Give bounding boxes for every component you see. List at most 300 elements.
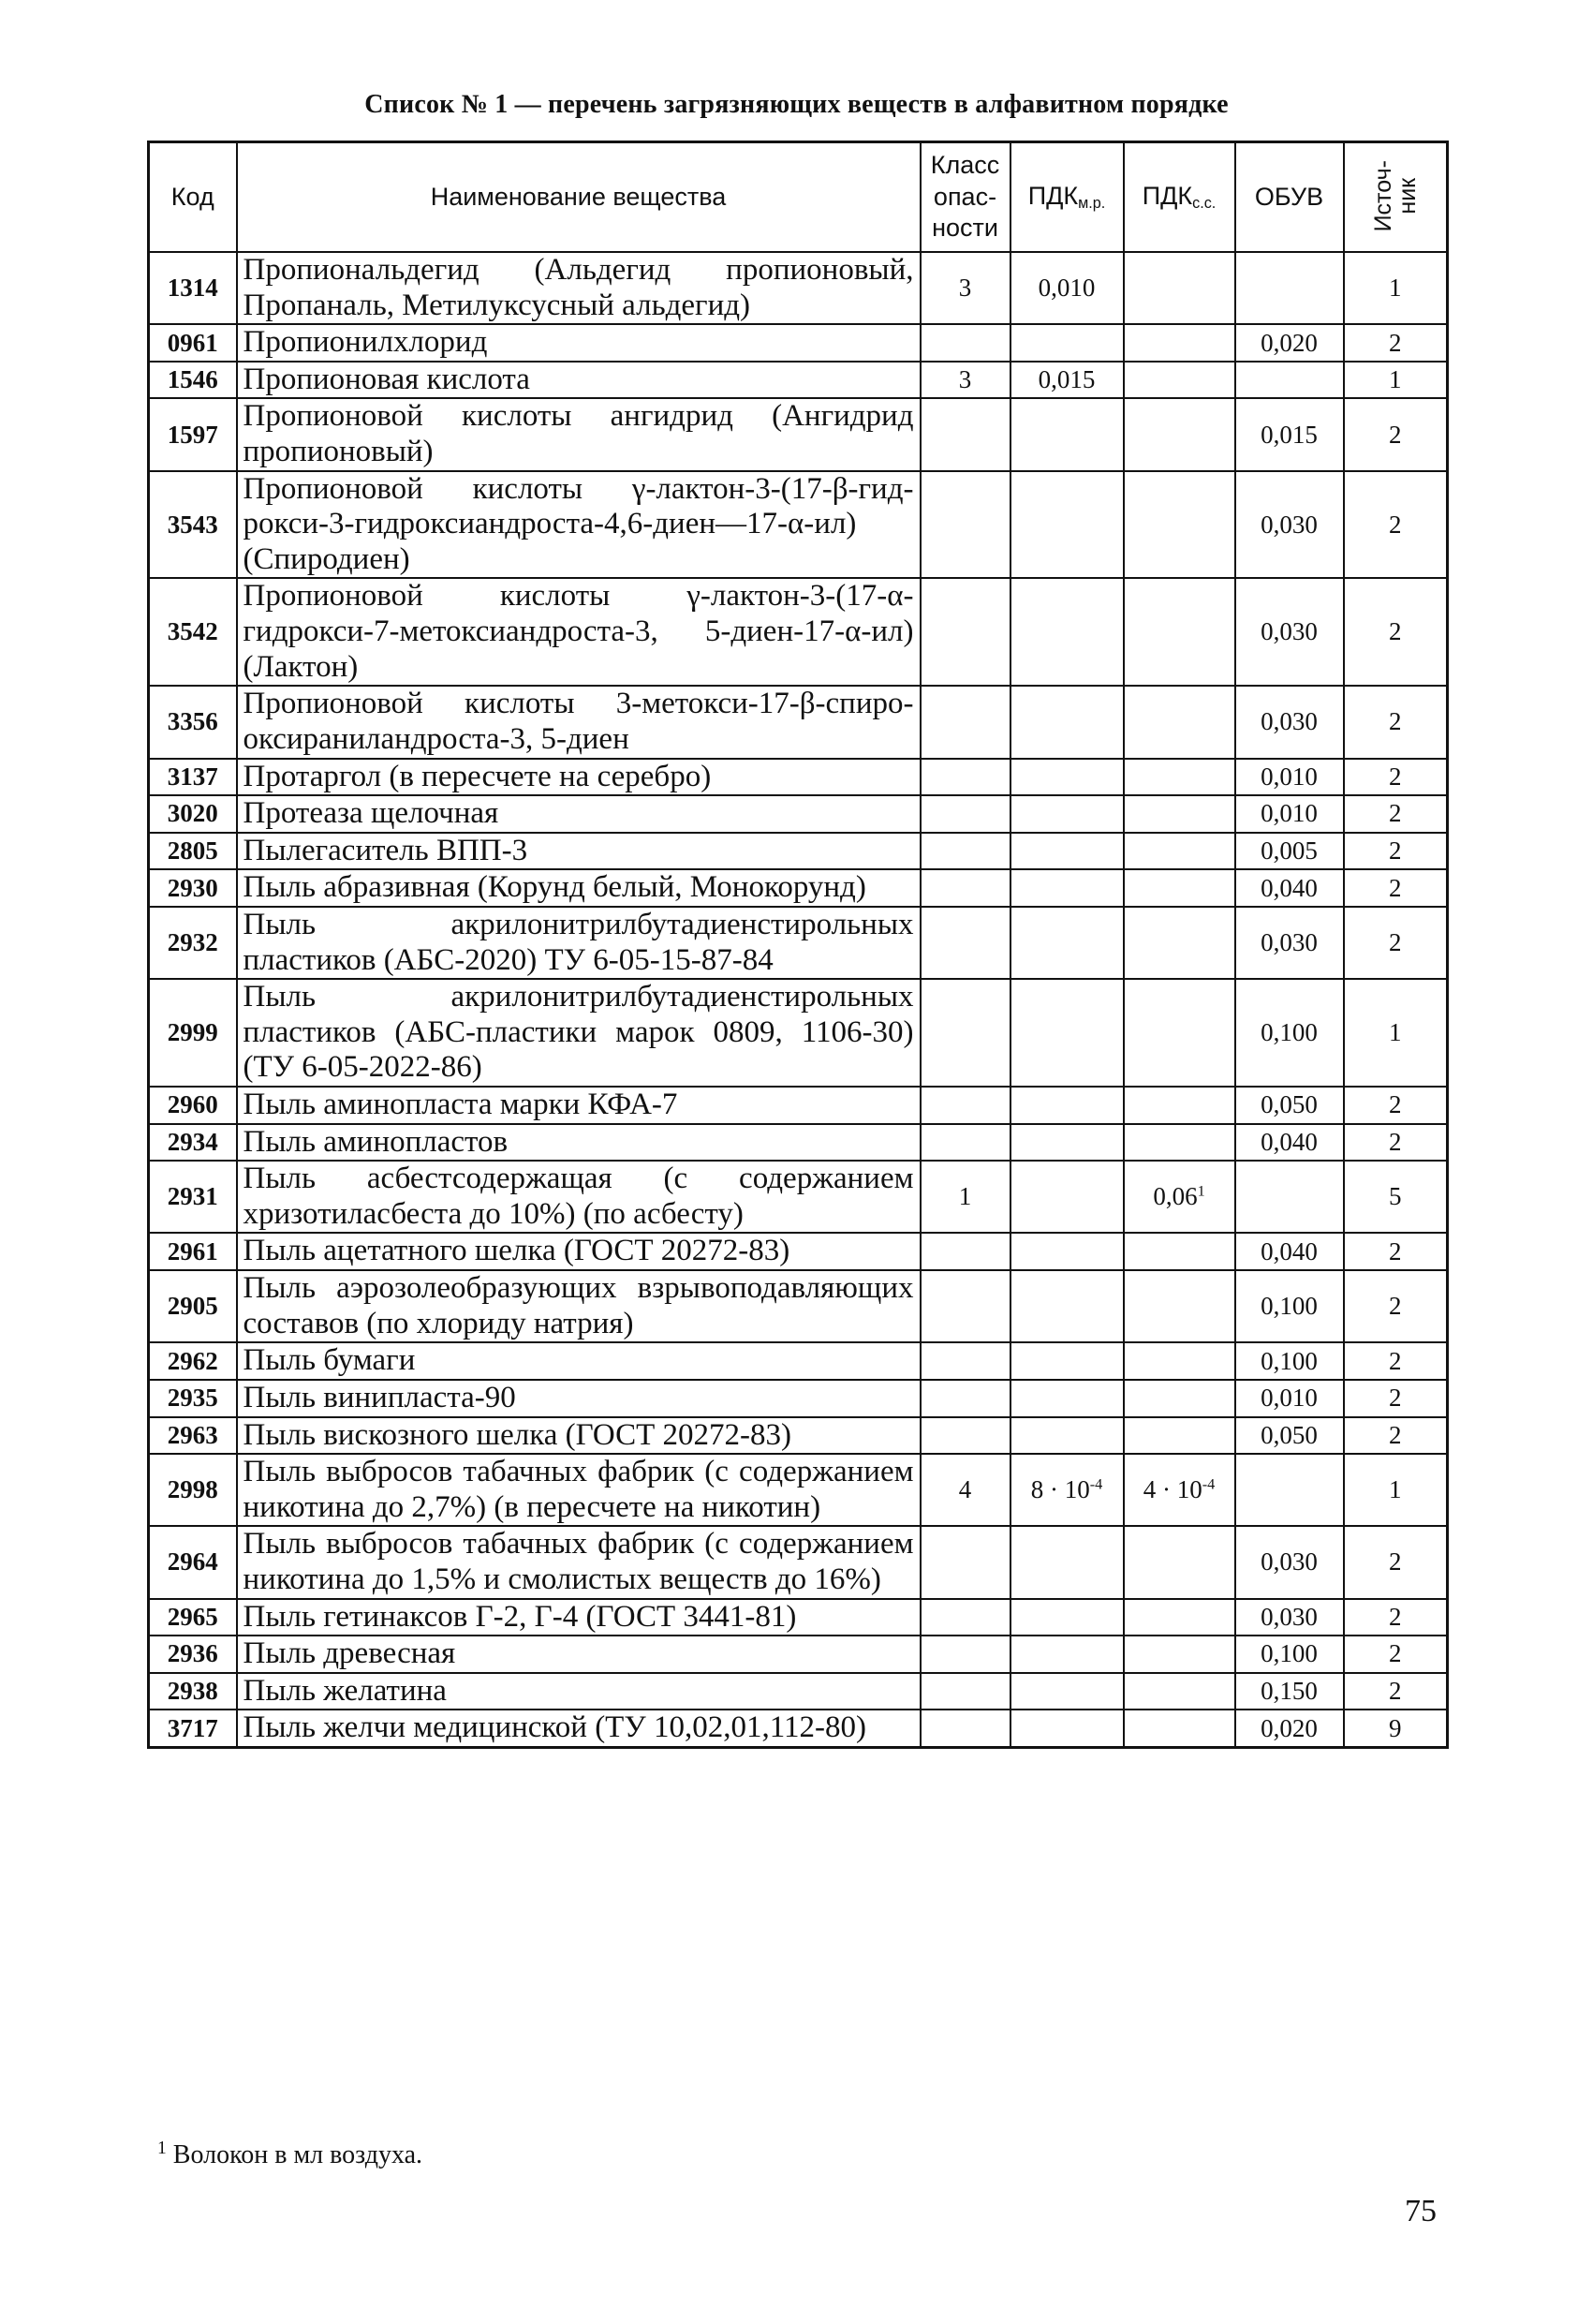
- cell-name-value: Пыль аэрозолеобразующих взрывоподавляющих составов (по хлориду натрия): [243, 1271, 914, 1340]
- table-row: [149, 362, 1448, 399]
- cell-code: [149, 869, 237, 907]
- cell-source-value: 2: [1389, 928, 1402, 957]
- table-row: [149, 1417, 1448, 1455]
- cell-code: [149, 1599, 237, 1636]
- cell-obuv: [1235, 1380, 1344, 1417]
- cell-code-value: 2932: [167, 928, 218, 957]
- cell-pdk-ss: [1124, 833, 1235, 870]
- cell-source-value: 1: [1389, 274, 1402, 303]
- cell-obuv-value: 0,100: [1261, 1639, 1318, 1668]
- cell-class: [921, 362, 1010, 399]
- header-obuv: ОБУВ: [1235, 142, 1344, 253]
- table-row: [149, 869, 1448, 907]
- page-number: 75: [1405, 2194, 1437, 2228]
- table-row: [149, 686, 1448, 758]
- cell-class: [921, 578, 1010, 686]
- table-row: [149, 1454, 1448, 1526]
- cell-class-value: 3: [958, 274, 972, 303]
- page-title: Список № 1 — перечень загрязняющих веществ в алфавитном порядке: [364, 90, 1229, 119]
- table-row: [149, 1087, 1448, 1124]
- cell-pdk-ss: [1124, 759, 1235, 796]
- cell-pdk-mr-value: 0,015: [1038, 365, 1096, 394]
- cell-code: [149, 1270, 237, 1342]
- cell-code-value: 2936: [167, 1639, 218, 1668]
- cell-obuv-value: 0,030: [1261, 510, 1318, 539]
- cell-source-value: 2: [1389, 510, 1402, 539]
- cell-class: [921, 795, 1010, 833]
- table-row: [149, 1636, 1448, 1673]
- cell-code-value: 2905: [167, 1292, 218, 1321]
- cell-class: [921, 979, 1010, 1087]
- cell-source-value: 2: [1389, 420, 1402, 449]
- cell-source: [1344, 1710, 1448, 1747]
- cell-class: [921, 324, 1010, 362]
- cell-class: [921, 759, 1010, 796]
- cell-name: [237, 1342, 921, 1380]
- cell-code: [149, 252, 237, 324]
- cell-code: [149, 1124, 237, 1162]
- cell-code: [149, 1673, 237, 1710]
- cell-obuv: [1235, 686, 1344, 758]
- table-row: [149, 1599, 1448, 1636]
- cell-source: [1344, 1233, 1448, 1270]
- cell-obuv: [1235, 759, 1344, 796]
- cell-source: [1344, 1380, 1448, 1417]
- cell-code: [149, 795, 237, 833]
- cell-class-value: 1: [958, 1182, 972, 1211]
- cell-name: [237, 362, 921, 399]
- cell-source: [1344, 833, 1448, 870]
- cell-obuv: [1235, 1599, 1344, 1636]
- cell-source-value: 5: [1389, 1182, 1402, 1211]
- cell-class: [921, 252, 1010, 324]
- cell-code: [149, 1380, 237, 1417]
- cell-pdk-ss: [1124, 362, 1235, 399]
- footnote-text: Волокон в мл воздуха.: [172, 2139, 423, 2169]
- cell-source: [1344, 1270, 1448, 1342]
- cell-pdk-ss: [1124, 1270, 1235, 1342]
- cell-class: [921, 1342, 1010, 1380]
- cell-pdk-ss: [1124, 686, 1235, 758]
- cell-class: [921, 1124, 1010, 1162]
- cell-name-value: Пропионовая кислота: [243, 362, 530, 396]
- cell-code-value: 2998: [167, 1475, 218, 1504]
- cell-name: [237, 795, 921, 833]
- cell-source: [1344, 686, 1448, 758]
- cell-obuv-value: 0,010: [1261, 799, 1318, 828]
- cell-pdk-ss: [1124, 1417, 1235, 1455]
- cell-obuv-value: 0,015: [1261, 420, 1318, 449]
- cell-name: [237, 759, 921, 796]
- cell-code: [149, 1342, 237, 1380]
- cell-obuv: [1235, 578, 1344, 686]
- cell-pdk-mr: [1010, 252, 1124, 324]
- cell-name-value: Пыль желчи медицинской (ТУ 10,02,01,112-80): [243, 1710, 866, 1745]
- cell-source: [1344, 1342, 1448, 1380]
- cell-source-value: 2: [1389, 1236, 1402, 1266]
- cell-code-value: 3542: [167, 617, 218, 646]
- cell-name-value: Пыль винипласта-90: [243, 1380, 516, 1414]
- cell-class: [921, 1087, 1010, 1124]
- header-pdk-mr: [1010, 142, 1124, 253]
- cell-obuv: [1235, 1710, 1344, 1747]
- cell-source-value: 1: [1389, 1475, 1402, 1504]
- header-source: [1344, 142, 1448, 253]
- table-row: [149, 1161, 1448, 1233]
- cell-name: [237, 1454, 921, 1526]
- cell-code-value: 2961: [167, 1236, 218, 1266]
- cell-code: [149, 471, 237, 579]
- footnote: [157, 2139, 422, 2170]
- cell-pdk-mr: [1010, 1599, 1124, 1636]
- cell-pdk-mr-value: 0,010: [1038, 274, 1096, 303]
- cell-name-value: Пыль аминопластов: [243, 1124, 509, 1159]
- cell-code: [149, 324, 237, 362]
- cell-pdk-ss: [1124, 1454, 1235, 1526]
- cell-class: [921, 1161, 1010, 1233]
- cell-pdk-mr: [1010, 759, 1124, 796]
- cell-code-value: 1546: [167, 365, 218, 394]
- cell-code: [149, 759, 237, 796]
- cell-code-value: 0961: [167, 328, 218, 357]
- header-class-line-3: ности: [932, 214, 998, 243]
- cell-name: [237, 686, 921, 758]
- cell-source-value: 2: [1389, 707, 1402, 736]
- cell-obuv: [1235, 1233, 1344, 1270]
- cell-pdk-ss: [1124, 907, 1235, 979]
- cell-name-value: Пропиональдегид (Альдегид пропионовый, Пропаналь, Метилуксусный альдегид): [243, 253, 914, 322]
- cell-class: [921, 1636, 1010, 1673]
- cell-name-value: Пыль бумаги: [243, 1343, 416, 1378]
- cell-pdk-mr: [1010, 1526, 1124, 1598]
- cell-code: [149, 1087, 237, 1124]
- table-row: [149, 1673, 1448, 1710]
- cell-code: [149, 398, 237, 470]
- cell-obuv-value: 0,100: [1261, 1018, 1318, 1047]
- cell-obuv: [1235, 1417, 1344, 1455]
- cell-code: [149, 1454, 237, 1526]
- cell-source-value: 2: [1389, 1292, 1402, 1321]
- cell-name: [237, 578, 921, 686]
- cell-source-value: 2: [1389, 799, 1402, 828]
- cell-name: [237, 1417, 921, 1455]
- table-row: [149, 578, 1448, 686]
- table-row: [149, 1270, 1448, 1342]
- cell-code-value: 2960: [167, 1090, 218, 1119]
- cell-obuv: [1235, 1454, 1344, 1526]
- table-row: [149, 1124, 1448, 1162]
- cell-class: [921, 1673, 1010, 1710]
- cell-class: [921, 471, 1010, 579]
- cell-source-value: 2: [1389, 328, 1402, 357]
- cell-obuv: [1235, 471, 1344, 579]
- cell-obuv-value: 0,010: [1261, 762, 1318, 791]
- cell-source: [1344, 471, 1448, 579]
- header-name: Наименование вещества: [237, 142, 921, 253]
- table-row: [149, 1342, 1448, 1380]
- cell-code: [149, 1636, 237, 1673]
- cell-pdk-ss: [1124, 578, 1235, 686]
- cell-obuv: [1235, 362, 1344, 399]
- cell-name-value: Пыль желатина: [243, 1673, 447, 1708]
- cell-pdk-ss: [1124, 869, 1235, 907]
- header-class-line-1: Класс: [930, 150, 1000, 179]
- table-row: [149, 907, 1448, 979]
- cell-name-value: Пыль выбросов табачных фабрик (с содержанием никотина до 2,7%) (в пересчете на никотин): [243, 1455, 914, 1524]
- cell-obuv-value: 0,030: [1261, 707, 1318, 736]
- cell-source-value: 2: [1389, 1547, 1402, 1576]
- table-row: [149, 795, 1448, 833]
- cell-code-value: 3020: [167, 799, 218, 828]
- cell-pdk-ss: [1124, 1673, 1235, 1710]
- cell-pdk-ss: [1124, 324, 1235, 362]
- cell-class: [921, 1526, 1010, 1598]
- cell-class: [921, 1710, 1010, 1747]
- cell-obuv-value: 0,010: [1261, 1384, 1318, 1413]
- cell-pdk-ss: [1124, 398, 1235, 470]
- header-class: [921, 142, 1010, 253]
- cell-obuv-value: 0,040: [1261, 1236, 1318, 1266]
- cell-name: [237, 1526, 921, 1598]
- cell-pdk-ss-value: 0,06: [1153, 1182, 1198, 1211]
- cell-code-value: 2935: [167, 1384, 218, 1413]
- cell-pdk-ss: [1124, 1380, 1235, 1417]
- cell-class: [921, 1270, 1010, 1342]
- cell-obuv-value: 0,150: [1261, 1677, 1318, 1706]
- cell-name: [237, 833, 921, 870]
- cell-pdk-mr: [1010, 1233, 1124, 1270]
- cell-pdk-mr-value: 8 · 10: [1030, 1475, 1090, 1504]
- cell-source-value: 2: [1389, 1090, 1402, 1119]
- cell-source: [1344, 1673, 1448, 1710]
- cell-pdk-mr: [1010, 979, 1124, 1087]
- cell-source-value: 1: [1389, 365, 1402, 394]
- cell-obuv-value: 0,030: [1261, 928, 1318, 957]
- cell-source-value: 2: [1389, 1602, 1402, 1631]
- cell-obuv: [1235, 1124, 1344, 1162]
- cell-pdk-mr: [1010, 324, 1124, 362]
- cell-name: [237, 471, 921, 579]
- cell-obuv-value: 0,030: [1261, 1602, 1318, 1631]
- cell-source: [1344, 1526, 1448, 1598]
- cell-name: [237, 324, 921, 362]
- cell-code-value: 3543: [167, 510, 218, 539]
- cell-code: [149, 686, 237, 758]
- cell-pdk-mr: [1010, 1161, 1124, 1233]
- cell-pdk-ss: [1124, 1599, 1235, 1636]
- cell-pdk-mr: [1010, 1417, 1124, 1455]
- cell-pdk-mr: [1010, 1342, 1124, 1380]
- cell-code-value: 3137: [167, 762, 218, 791]
- cell-source: [1344, 1087, 1448, 1124]
- cell-obuv-value: 0,050: [1261, 1420, 1318, 1449]
- table-row: [149, 1526, 1448, 1598]
- cell-pdk-ss: [1124, 1526, 1235, 1598]
- header-row: [149, 142, 1448, 253]
- cell-obuv-value: 0,020: [1261, 1713, 1318, 1742]
- cell-class: [921, 1599, 1010, 1636]
- cell-code-value: 1597: [167, 420, 218, 449]
- cell-source: [1344, 1417, 1448, 1455]
- header-source-line-2: ник: [1394, 177, 1421, 215]
- cell-pdk-ss-superscript: -4: [1202, 1475, 1216, 1493]
- cell-pdk-ss: [1124, 252, 1235, 324]
- table-row: [149, 1710, 1448, 1747]
- cell-name: [237, 869, 921, 907]
- footnote-mark: 1: [157, 2139, 167, 2158]
- cell-source: [1344, 1636, 1448, 1673]
- cell-obuv: [1235, 1526, 1344, 1598]
- cell-source: [1344, 759, 1448, 796]
- cell-obuv: [1235, 979, 1344, 1087]
- cell-source: [1344, 869, 1448, 907]
- cell-pdk-ss: [1124, 1233, 1235, 1270]
- cell-class: [921, 907, 1010, 979]
- pollutants-table: [147, 141, 1449, 1749]
- cell-name-value: Пропионовой кислоты ангидрид (Ангидрид пропионовый): [243, 399, 914, 469]
- cell-obuv: [1235, 398, 1344, 470]
- cell-obuv: [1235, 1161, 1344, 1233]
- cell-source: [1344, 907, 1448, 979]
- table-row: [149, 252, 1448, 324]
- cell-name: [237, 1673, 921, 1710]
- cell-source: [1344, 362, 1448, 399]
- cell-name-value: Протаргол (в пересчете на серебро): [243, 759, 712, 793]
- cell-code: [149, 1417, 237, 1455]
- cell-pdk-ss: [1124, 979, 1235, 1087]
- cell-name: [237, 1087, 921, 1124]
- cell-class-value: 4: [958, 1475, 972, 1504]
- cell-source: [1344, 795, 1448, 833]
- header-source-line-1: Источ-: [1369, 159, 1396, 231]
- cell-source: [1344, 1599, 1448, 1636]
- table-row: [149, 833, 1448, 870]
- cell-source: [1344, 1124, 1448, 1162]
- cell-code-value: 3356: [167, 707, 218, 736]
- header-pdk-ss-main: ПДК: [1142, 182, 1193, 211]
- table-row: [149, 979, 1448, 1087]
- cell-pdk-ss: [1124, 795, 1235, 833]
- cell-obuv: [1235, 833, 1344, 870]
- cell-pdk-mr: [1010, 869, 1124, 907]
- cell-obuv: [1235, 1673, 1344, 1710]
- cell-name-value: Пыль аминопласта марки КФА-7: [243, 1088, 678, 1122]
- cell-name: [237, 1270, 921, 1342]
- cell-source-value: 2: [1389, 873, 1402, 902]
- cell-source: [1344, 324, 1448, 362]
- cell-name-value: Пропионовой кислоты γ-лактон-3-(17-β-гид-рокси-3-гидроксиандроста-4,6-диен—17-α-ил) (Спиродиен): [243, 471, 914, 576]
- cell-code-value: 2999: [167, 1018, 218, 1047]
- cell-pdk-mr: [1010, 578, 1124, 686]
- cell-source-value: 2: [1389, 762, 1402, 791]
- cell-pdk-ss: [1124, 1161, 1235, 1233]
- cell-name-value: Пропионовой кислоты γ-лактон-3-(17-α-гидрокси-7-метоксиандроста-3, 5-диен-17-α-ил) (Лактон): [243, 579, 914, 684]
- cell-pdk-mr: [1010, 833, 1124, 870]
- cell-source-value: 2: [1389, 617, 1402, 646]
- cell-class-value: 3: [958, 365, 972, 394]
- cell-class: [921, 398, 1010, 470]
- cell-name: [237, 1233, 921, 1270]
- cell-code: [149, 833, 237, 870]
- header-source-vertical: [1371, 160, 1421, 231]
- cell-class: [921, 833, 1010, 870]
- cell-name-value: Пыль акрилонитрилбутадиенстирольных пластиков (АБС-2020) ТУ 6-05-15-87-84: [243, 907, 914, 977]
- cell-source: [1344, 398, 1448, 470]
- cell-name-value: Пыль асбестсодержащая (с содержанием хризотиласбеста до 10%) (по асбесту): [243, 1162, 914, 1231]
- cell-source: [1344, 1454, 1448, 1526]
- cell-pdk-mr: [1010, 1270, 1124, 1342]
- cell-pdk-ss: [1124, 1636, 1235, 1673]
- cell-code-value: 2963: [167, 1420, 218, 1449]
- cell-source: [1344, 1161, 1448, 1233]
- cell-pdk-mr: [1010, 471, 1124, 579]
- cell-name-value: Пыль гетинаксов Г-2, Г-4 (ГОСТ 3441-81): [243, 1599, 797, 1634]
- cell-code-value: 2931: [167, 1182, 218, 1211]
- header-class-line-2: опас-: [933, 182, 997, 211]
- cell-code: [149, 362, 237, 399]
- cell-name-value: Протеаза щелочная: [243, 796, 499, 831]
- cell-pdk-mr-superscript: -4: [1089, 1475, 1103, 1493]
- cell-pdk-ss-superscript: 1: [1197, 1182, 1205, 1200]
- cell-name-value: Пыль абразивная (Корунд белый, Монокорунд): [243, 870, 866, 905]
- cell-code: [149, 1233, 237, 1270]
- cell-class: [921, 686, 1010, 758]
- cell-source-value: 2: [1389, 1677, 1402, 1706]
- cell-pdk-mr: [1010, 1087, 1124, 1124]
- cell-class: [921, 1233, 1010, 1270]
- cell-obuv-value: 0,100: [1261, 1292, 1318, 1321]
- cell-obuv-value: 0,030: [1261, 617, 1318, 646]
- cell-source-value: 2: [1389, 1639, 1402, 1668]
- cell-obuv: [1235, 1636, 1344, 1673]
- cell-obuv-value: 0,040: [1261, 1127, 1318, 1156]
- cell-obuv-value: 0,030: [1261, 1547, 1318, 1576]
- cell-pdk-ss: [1124, 1710, 1235, 1747]
- cell-obuv: [1235, 252, 1344, 324]
- header-pdk-ss-sub: с.с.: [1192, 195, 1217, 213]
- cell-code-value: 2930: [167, 873, 218, 902]
- cell-class: [921, 1417, 1010, 1455]
- cell-name-value: Пропионилхлорид: [243, 325, 488, 360]
- table-row: [149, 1380, 1448, 1417]
- cell-pdk-mr: [1010, 1124, 1124, 1162]
- cell-code: [149, 578, 237, 686]
- cell-obuv-value: 0,020: [1261, 328, 1318, 357]
- cell-name-value: Пыль древесная: [243, 1636, 456, 1671]
- cell-pdk-mr: [1010, 1710, 1124, 1747]
- cell-obuv: [1235, 324, 1344, 362]
- cell-code-value: 3717: [167, 1713, 218, 1742]
- cell-source-value: 2: [1389, 1384, 1402, 1413]
- cell-name-value: Пылегаситель ВПП-3: [243, 833, 528, 867]
- cell-pdk-mr: [1010, 362, 1124, 399]
- cell-name: [237, 1124, 921, 1162]
- cell-name: [237, 398, 921, 470]
- cell-pdk-ss: [1124, 1124, 1235, 1162]
- cell-source: [1344, 252, 1448, 324]
- cell-pdk-mr: [1010, 686, 1124, 758]
- cell-pdk-ss: [1124, 1342, 1235, 1380]
- cell-obuv: [1235, 907, 1344, 979]
- cell-source-value: 2: [1389, 1420, 1402, 1449]
- cell-source-value: 2: [1389, 1127, 1402, 1156]
- header-pdk-mr-main: ПДК: [1027, 182, 1079, 211]
- cell-class: [921, 869, 1010, 907]
- cell-name-value: Пыль вискозного шелка (ГОСТ 20272-83): [243, 1417, 792, 1452]
- cell-name: [237, 1636, 921, 1673]
- cell-source-value: 2: [1389, 1346, 1402, 1375]
- cell-code: [149, 979, 237, 1087]
